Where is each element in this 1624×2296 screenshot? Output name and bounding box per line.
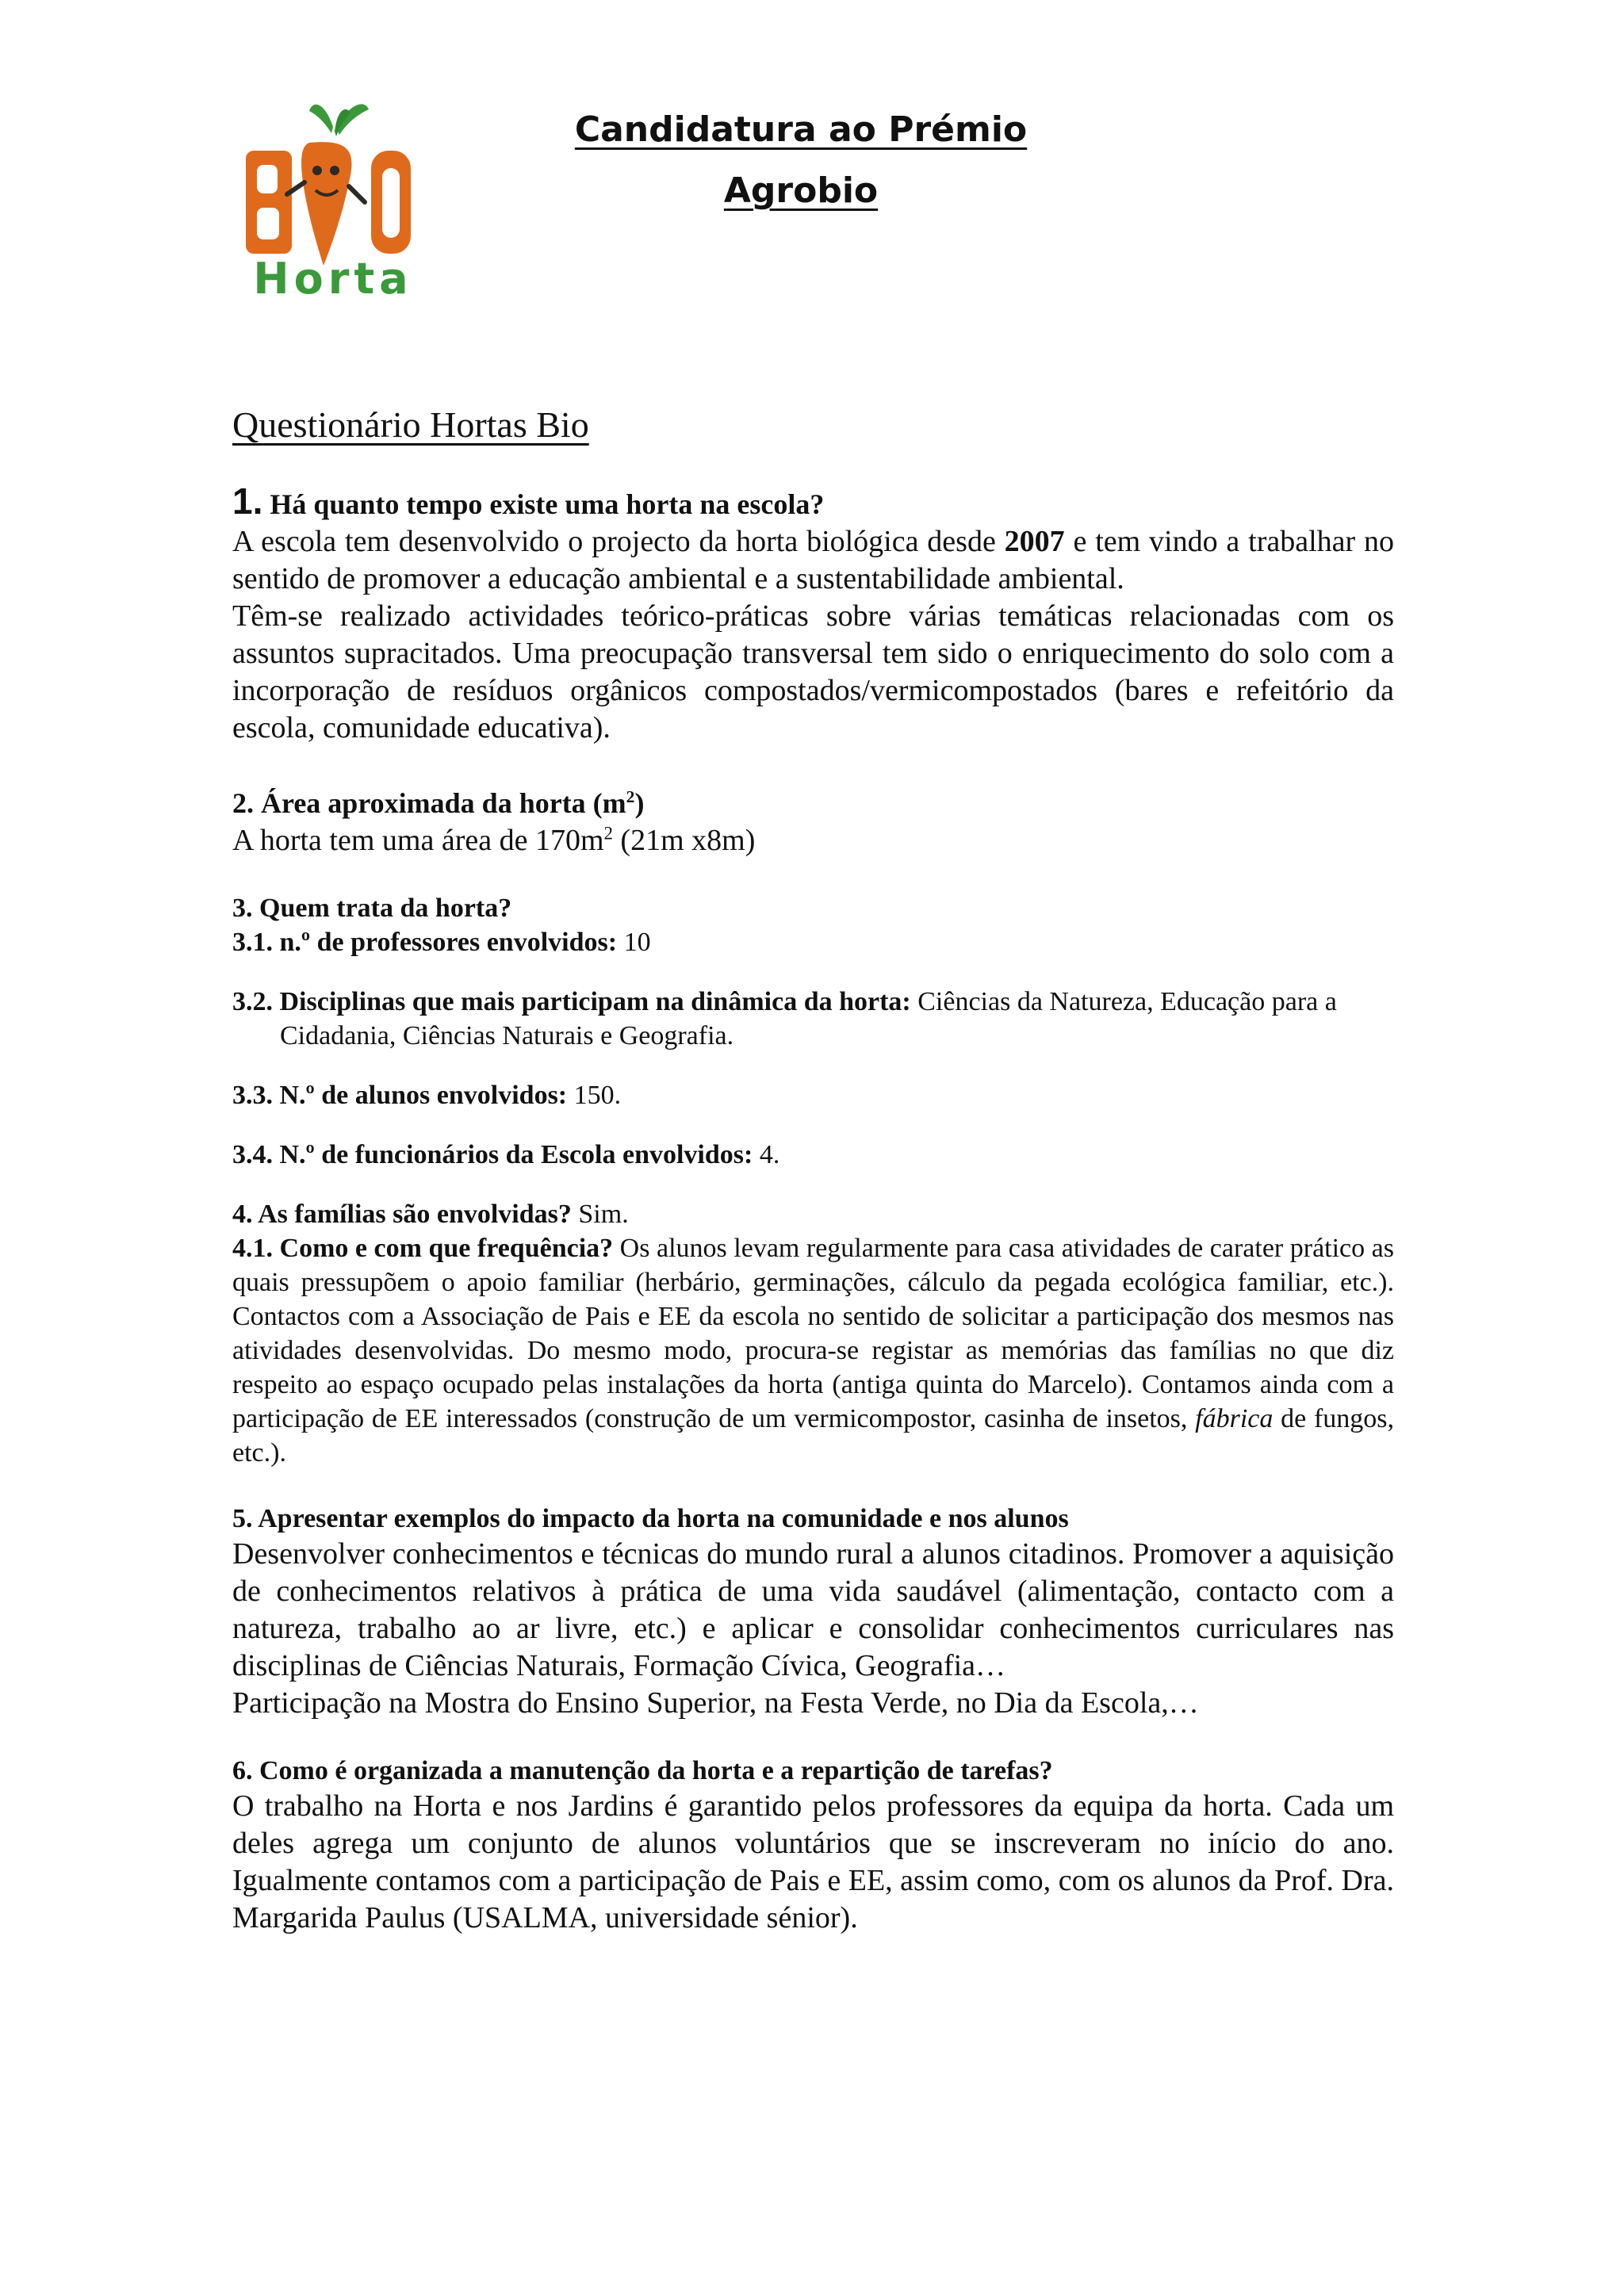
bio-horta-logo bbox=[238, 95, 428, 301]
question-5-answer-p1: Desenvolver conhecimentos e técnicas do mundo rural a alunos citadinos. Promover a aquisição de conhecimentos relativos à prática de uma vida saudável (alimentação, contacto com a natureza, trabalho ao ar livre, etc.) e aplicar e consolidar conhecimentos curriculares nas disciplinas de Ciências Naturais, Formação Cívica, Geografia… bbox=[232, 1537, 1394, 1682]
question-3-1 bbox=[232, 925, 1394, 959]
heading-text: 2. Área aproximada da horta (m bbox=[232, 787, 626, 819]
question-6-answer: O trabalho na Horta e nos Jardins é garantido pelos professores da equipa da horta. Cada um deles agrega um conjunto de alunos voluntários que se inscreveram no início do ano. Igualmente contamos com a participação de Pais e EE, assim como, com os alunos da Prof. Dra. Margarida Paulus (USALMA, universidade sénior). bbox=[232, 1789, 1394, 1934]
sub-value: 4. bbox=[753, 1140, 780, 1169]
document-body bbox=[232, 406, 1394, 1937]
superscript: 2 bbox=[626, 787, 635, 806]
question-1-answer-p1 bbox=[232, 523, 1394, 598]
question-6-heading: 6. Como é organizada a manutenção da horta e a repartição de tarefas? bbox=[232, 1756, 1053, 1785]
heading-text: ) bbox=[634, 787, 645, 819]
question-5-answer-p2: Participação na Mostra do Ensino Superior, na Festa Verde, no Dia da Escola,… bbox=[232, 1686, 1199, 1720]
carrot-leaves-icon bbox=[309, 105, 333, 133]
answer-year: 2007 bbox=[1004, 525, 1065, 558]
question-1-heading bbox=[232, 480, 1394, 523]
question-5-heading: 5. Apresentar exemplos do impacto da horta na comunidade e nos alunos bbox=[232, 1504, 1069, 1533]
answer-text: de fungos, etc.). bbox=[232, 1404, 1394, 1468]
sub-label: 3.4. N.º de funcionários da Escola envolvidos: bbox=[232, 1140, 753, 1169]
question-1 bbox=[232, 480, 1394, 747]
heading-answer: Sim. bbox=[571, 1200, 629, 1229]
question-2-answer bbox=[232, 822, 1394, 859]
question-1-text: Há quanto tempo existe uma horta na escola? bbox=[270, 488, 825, 520]
question-3-3 bbox=[232, 1078, 1394, 1112]
question-3 bbox=[232, 891, 1394, 1172]
sub-value: 10 bbox=[617, 928, 651, 957]
superscript: 2 bbox=[603, 823, 613, 844]
heading-text: 4. As famílias são envolvidas? bbox=[232, 1200, 572, 1229]
answer-text: (21m x8m) bbox=[612, 824, 756, 857]
question-2 bbox=[232, 785, 1394, 859]
answer-text: A horta tem uma área de 170m bbox=[232, 824, 604, 857]
sub-label: 3.2. Disciplinas que mais participam na dinâmica da horta: bbox=[232, 987, 911, 1016]
sub-value: 150. bbox=[567, 1081, 622, 1110]
letter-o-icon bbox=[371, 151, 411, 254]
sub-value: Ciências da Natureza, Educação para a Cidadania, Ciências Naturais e Geografia. bbox=[280, 987, 1337, 1050]
logo-horta-text: Horta bbox=[253, 254, 413, 301]
question-3-heading: 3. Quem trata da horta? bbox=[232, 894, 512, 923]
question-4-heading bbox=[232, 1197, 1394, 1231]
question-6 bbox=[232, 1754, 1394, 1937]
question-3-2 bbox=[232, 985, 1394, 1053]
question-4 bbox=[232, 1197, 1394, 1470]
sub-label: 4.1. Como e com que frequência? bbox=[232, 1234, 614, 1263]
question-3-4 bbox=[232, 1138, 1394, 1172]
question-5 bbox=[232, 1502, 1394, 1722]
letter-b-icon bbox=[246, 151, 292, 254]
header-title-line1: Candidatura ao Prémio bbox=[574, 109, 1028, 150]
answer-text: e tem vindo a trabalhar no sentido de promover a educação ambiental e a sustentabilidade ambiental. bbox=[232, 525, 1394, 595]
question-1-number: 1. bbox=[232, 480, 263, 522]
carrot-icon bbox=[287, 142, 365, 266]
sub-label: 3.3. N.º de alunos envolvidos: bbox=[232, 1081, 568, 1110]
answer-text: Os alunos levam regularmente para casa atividades de carater prático as quais pressupõem o apoio familiar (herbário, germinações, cálculo da pegada ecológica familiar, etc.). Contactos com a Associação de Pais e EE da escola no sentido de solicitar a participação dos mesmos nas atividades desenvolvidas. Do mesmo modo, procura-se registar as memórias das famílias no que diz respeito ao espaço ocupado pelas instalações da horta (antiga quinta do Marcelo). Contamos ainda com a participação de EE interessados (construção de um vermicompostor, casinha de insetos, bbox=[232, 1234, 1394, 1433]
question-1-answer-p2: Têm-se realizado actividades teórico-práticas sobre várias temáticas relacionadas com os assuntos supracitados. Uma preocupação transversal tem sido o enriquecimento do solo com a incorporação de resíduos orgânicos compostados/vermicompostados (bares e refeitório da escola, comunidade educativa). bbox=[232, 599, 1394, 744]
header-title-line2: Agrobio bbox=[723, 170, 879, 211]
question-2-heading bbox=[232, 785, 1394, 822]
answer-text: A escola tem desenvolvido o projecto da horta biológica desde bbox=[232, 525, 1005, 558]
answer-italic: fábrica bbox=[1195, 1404, 1274, 1433]
question-4-1 bbox=[232, 1231, 1394, 1470]
sub-label: 3.1. n.º de professores envolvidos: bbox=[232, 928, 618, 957]
page-title: Questionário Hortas Bio bbox=[232, 404, 589, 445]
